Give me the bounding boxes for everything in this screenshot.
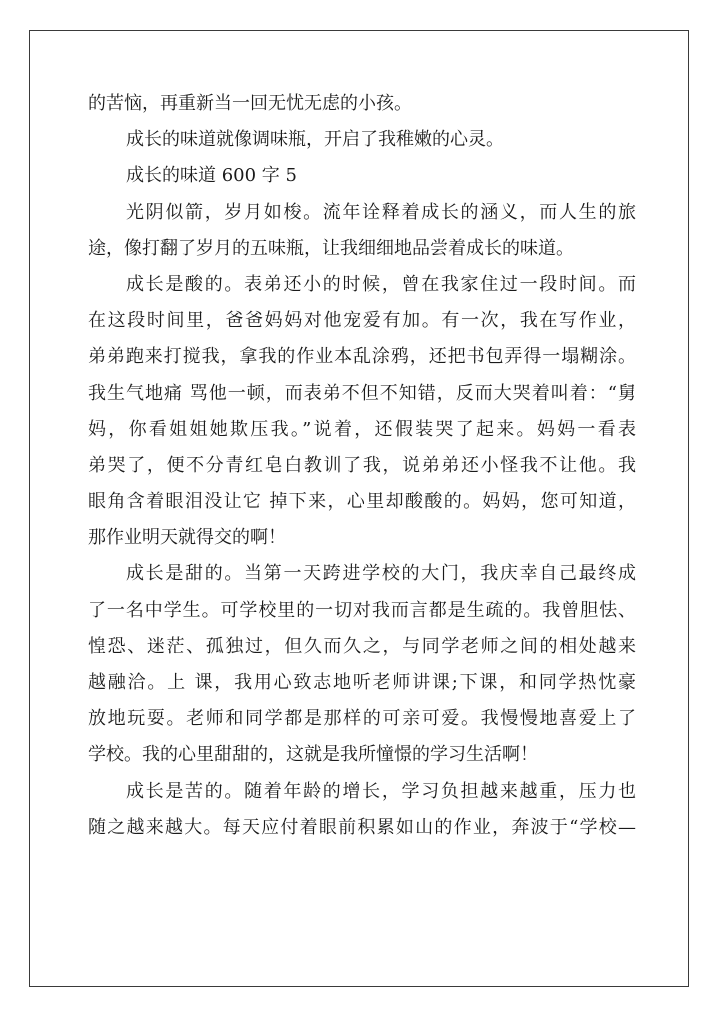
text-line: 在这段时间里，爸爸妈妈对他宠爱有加。有一次，我在写作业， <box>88 310 636 332</box>
text-line: 弟哭了，便不分青红皂白教训了我，说弟弟还小怪我不让他。我 <box>88 454 636 476</box>
text-line: 放地玩耍。老师和同学都是那样的可亲可爱。我慢慢地喜爱上了 <box>88 708 636 730</box>
text-line: 的苦恼，再重新当一回无忧无虑的小孩。 <box>88 93 412 114</box>
text-line: 成长是酸的。表弟还小的时候，曾在我家住过一段时间。而 <box>126 273 636 295</box>
text-line: 那作业明天就得交的啊！ <box>88 527 286 549</box>
text-line: 眼角含着眼泪没让它 掉下来，心里却酸酸的。妈妈，您可知道， <box>88 491 636 513</box>
text-line: 惶恐、迷茫、孤独过，但久而久之，与同学老师之间的相处越来 <box>88 635 636 657</box>
text-line: 随之越来越大。每天应付着眼前积累如山的作业，奔波于“学校— <box>88 816 636 838</box>
text-line: 成长的味道就像调味瓶，开启了我稚嫩的心灵。 <box>126 129 504 151</box>
text-line: 弟弟跑来打搅我，拿我的作业本乱涂鸦，还把书包弄得一塌糊涂。 <box>88 346 636 368</box>
text-line: 途，像打翻了岁月的五味瓶，让我细细地品尝着成长的味道。 <box>88 237 574 259</box>
text-line: 成长是苦的。随着年龄的增长，学习负担越来越重，压力也 <box>126 780 636 802</box>
text-line: 成长的味道 600 字 5 <box>126 165 297 187</box>
text-line: 我生气地痛 骂他一顿，而表弟不但不知错，反而大哭着叫着：“舅 <box>88 382 636 404</box>
document-body <box>88 86 636 846</box>
text-line: 光阴似箭，岁月如梭。流年诠释着成长的涵义，而人生的旅 <box>126 201 636 223</box>
text-line: 了一名中学生。可学校里的一切对我而言都是生疏的。我曾胆怯、 <box>88 599 636 621</box>
text-line: 越融洽。上 课，我用心致志地听老师讲课;下课，和同学热忱豪 <box>88 672 636 693</box>
text-line: 成长是甜的。当第一天跨进学校的大门，我庆幸自己最终成 <box>126 563 636 585</box>
text-line: 学校。我的心里甜甜的，这就是我所憧憬的学习生活啊！ <box>88 744 538 766</box>
text-line: 妈，你看姐姐她欺压我。”说着，还假装哭了起来。妈妈一看表 <box>88 418 636 440</box>
